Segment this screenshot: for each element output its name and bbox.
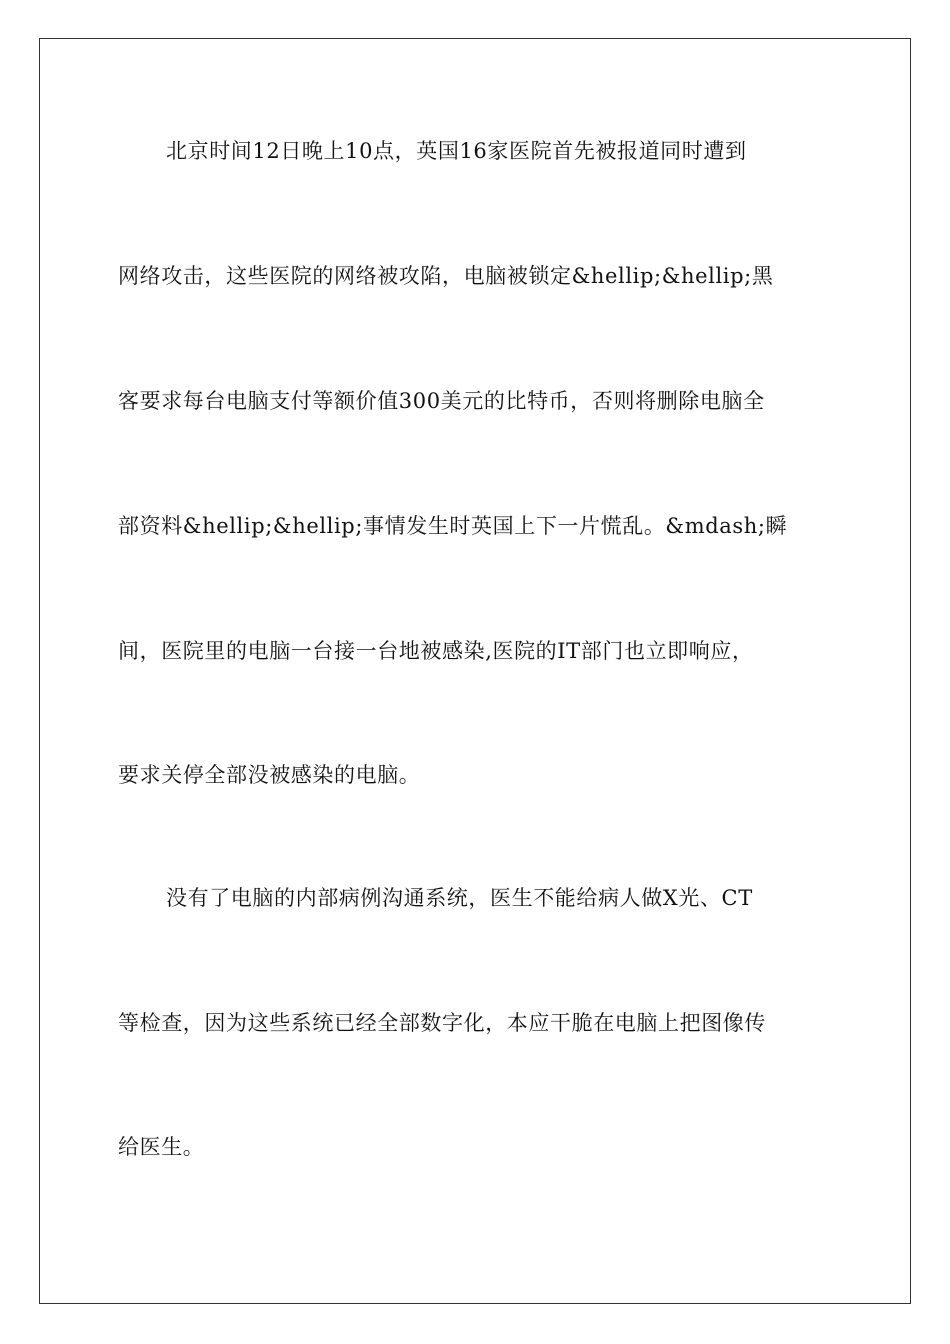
paragraph-line: 客要求每台电脑支付等额价值300美元的比特币，否则将删除电脑全: [118, 389, 765, 413]
paragraph-line: 等检查，因为这些系统已经全部数字化，本应干脆在电脑上把图像传: [118, 1011, 766, 1035]
paragraph-line: 给医生。: [118, 1135, 205, 1159]
paragraph-line: 部资料&hellip;&hellip;事情发生时英国上下一片慌乱。&mdash;瞬: [118, 514, 788, 538]
paragraph-line: 没有了电脑的内部病例沟通系统，医生不能给病人做X光、CT: [166, 886, 753, 910]
page-frame: [39, 38, 911, 1304]
paragraph-line: 间，医院里的电脑一台接一台地被感染,医院的IT部门也立即响应，: [118, 639, 754, 663]
paragraph-line: 北京时间12日晚上10点，英国16家医院首先被报道同时遭到: [166, 139, 747, 163]
paragraph-line: 要求关停全部没被感染的电脑。: [118, 763, 421, 787]
paragraph-line: 网络攻击，这些医院的网络被攻陷，电脑被锁定&hellip;&hellip;黑: [118, 264, 774, 288]
